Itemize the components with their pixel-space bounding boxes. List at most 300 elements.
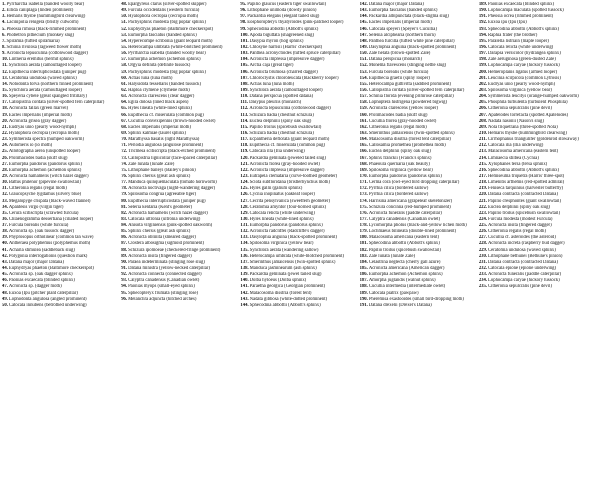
entry-number: 146. (359, 26, 368, 32)
entry-number: 183. (359, 253, 368, 259)
entry-number: 20. (2, 118, 8, 124)
entry-number: 177. (359, 216, 368, 222)
entry-number: 135. (240, 247, 249, 253)
entry-number: 64. (121, 100, 128, 106)
entry-number: 179. (359, 229, 368, 235)
entry-number: 84. (121, 223, 128, 229)
entry-number: 81. (121, 204, 128, 210)
entry-number: 93. (121, 278, 128, 284)
entry-number: 130. (240, 216, 249, 222)
entry-species-name: Sphecodina abbottii (Abbott's sphinx) (488, 167, 560, 173)
entry-number: 215. (478, 161, 488, 167)
entry-number: 37. (2, 223, 8, 229)
entry-species-name: Halysidota tessellaris (banded tussock) (128, 81, 202, 87)
entry-species-name: Ceratomia undulosa (waved sphinx) (488, 247, 556, 253)
entry-number: 169. (359, 167, 368, 173)
entry-number: 151. (359, 57, 368, 63)
entry-number: 198. (478, 57, 488, 63)
entry-species-name: Euphydryas phaeton (Baltimore checkerspot) (128, 26, 214, 32)
entry-number: 47. (2, 284, 8, 290)
entry-species-name: Cucullia florea (gray-hooded owlet) (368, 118, 437, 124)
entry-species-name: Sphecopteryx frumata (stinging rose) (128, 290, 198, 296)
entry-number: 113. (240, 112, 249, 118)
entry-number: 49. (121, 8, 128, 14)
entry-species-name: Eupithecia cf. miserulata (common pug) (249, 143, 325, 149)
entry-number: 30. (2, 180, 8, 186)
entry-number: 197. (478, 51, 488, 57)
entry-number: 175. (359, 204, 368, 210)
entry-number: 14. (2, 81, 8, 87)
entry-species-name: Lophocampa caryae (hickory tussock) (488, 278, 560, 284)
entry-species-name: Eumorpha fasciatus (banded sphinx) (128, 32, 197, 38)
entry-number: 100. (240, 32, 249, 38)
entry-number: 76. (121, 173, 128, 179)
entry-species-name: Eupithecia interrupticostata (juniper pug) (128, 198, 206, 204)
entry-number: 2. (2, 8, 6, 14)
entry-number: 214. (478, 155, 488, 161)
entry-species-name: Pheosia rimosa (black-rimmed prominent) (6, 26, 87, 32)
entry-number: 165. (359, 143, 368, 149)
entry-species-name: Periodia angulosa (angulose prominent) (128, 143, 203, 149)
entry-number: 228. (478, 241, 488, 247)
entry-species-name: Acronicta sp. (dagger moth) (8, 284, 62, 290)
entry-number: 62. (121, 87, 128, 93)
entry-species-name: Glaucopsyche lygdamus (silvery blue) (8, 192, 82, 198)
entry-species-name: Schizura concinna (red-humped prominent) (368, 204, 451, 210)
entry-number: 35. (2, 210, 8, 216)
entry-number: 167. (359, 155, 368, 161)
entry-species-name: Eumorpha achemon (Achemon sphinx) (368, 272, 443, 278)
entry-number: 70. (121, 137, 128, 143)
entry-species-name: Eupithecia graefii (spiny looper) (368, 75, 430, 81)
entry-number: 111. (240, 100, 249, 106)
entry-species-name: Synchlora aerata (camouflaged looper) (8, 87, 82, 93)
entry-species-name: Hyalophora cecropia (cecropia moth) (8, 130, 80, 136)
entry-species-name: Notodonta torva (northern finned prominent) (8, 81, 94, 87)
entry-species-name: Paonias excaecata (blinded sphinx) (8, 278, 75, 284)
entry-number: 136. (240, 253, 249, 259)
entry-species-name: Manduca jasminearum (ash sphinx) (249, 266, 317, 272)
entry-number: 44. (2, 266, 8, 272)
entry-number: 122. (240, 167, 249, 173)
index-entry (240, 303, 356, 309)
entry-number: 96. (121, 296, 128, 302)
entry-species-name: Sphecodina abbottii (Abbott's sphinx) (247, 26, 319, 32)
entry-number: 6. (2, 32, 6, 38)
entry-species-name: Nadata nasonii (Nason's slug) (488, 118, 544, 124)
entry-species-name: Zale helata (brown-spotted Zale) (368, 51, 431, 57)
entry-species-name: Hyles lineata (white-lined sphinx) (249, 216, 314, 222)
entry-number: 46. (2, 278, 8, 284)
entry-number: 58. (121, 63, 128, 69)
entry-number: 174. (359, 198, 368, 204)
entry-species-name: Sphinx chersis (great ash sphinx) (128, 173, 191, 179)
entry-number: 48. (2, 290, 8, 296)
entry-number: 90. (121, 259, 128, 265)
entry-species-name: Packardia albipunctata (black-stigma slug) (368, 14, 449, 20)
entry-species-name: Pyrrharctia isabella (banded woolly bear) (6, 2, 85, 7)
entry-number: 206. (478, 106, 488, 112)
entry-number: 102. (240, 44, 249, 50)
entry-species-name: Lithophane baileyi (Bailey's pinion) (128, 167, 196, 173)
entry-number: 80. (121, 198, 128, 204)
entry-species-name: Euclea delphinii (spiny oak slug) (368, 149, 431, 155)
entry-number: 231. (478, 259, 488, 265)
entry-species-name: Packardia geminata (jeweled tailed slug) (249, 155, 326, 161)
entry-species-name: Acronicta sp. (oak dagger sphinx) (8, 272, 73, 278)
entry-number: 11. (2, 63, 8, 69)
entry-species-name: Hyles gallii (galium sphinx) (249, 186, 303, 192)
entry-number: 186. (359, 272, 368, 278)
entry-species-name: Heterocampa umbrata (white-blotched prominent) (128, 44, 223, 50)
entry-species-name: Acharia stimulea (saddleback slug) (8, 247, 75, 253)
entry-species-name: Antheraea polyphemus (polyphemus moth) (8, 241, 91, 247)
entry-species-name: Dolba hyloeus (Dolba sphinx) (249, 278, 307, 284)
entry-species-name: Smerinthus jamaicensis (twin-spotted sphinx) (249, 259, 336, 265)
entry-number: 232. (478, 266, 488, 272)
entry-number: 87. (121, 241, 128, 247)
entry-species-name: Phyprosopus ortholinear (common tan wave) (8, 235, 94, 241)
entry-species-name: Automeris io (io moth) (8, 143, 53, 149)
entry-species-name: Eumorpha fasciatus (banded sphinx) (368, 8, 438, 14)
entry-number: 181. (359, 241, 368, 247)
entry-species-name: Papilio glaucus (eastern tiger swallowtail) (247, 2, 327, 7)
entry-number: 118. (240, 143, 249, 149)
entry-number: 126. (240, 192, 249, 198)
entry-species-name: Acronicta increta (raspberry bud dagger) (488, 241, 565, 247)
entry-species-name: Acronicta clarescens (yellow looper) (368, 106, 438, 112)
entry-species-name: Callopistria cordata (silver-spotted fern caterpillar) (368, 87, 465, 93)
entry-species-name: Lycomorpha pholus (black-and-yellow lichen moth) (368, 223, 467, 229)
entry-number: 16. (2, 94, 8, 100)
entry-number: 224. (478, 216, 488, 222)
entry-number: 140. (240, 278, 249, 284)
entry-number: 17. (2, 100, 8, 106)
entry-species-name: Callopistria lignicollar (face-spaced caterpillar) (128, 155, 217, 161)
entry-number: 74. (121, 161, 128, 167)
entry-number: 168. (359, 161, 368, 167)
entry-number: 96. (240, 8, 247, 14)
entry-number: 127. (240, 198, 249, 204)
entry-number: 79. (121, 192, 128, 198)
entry-number: 147. (359, 32, 368, 38)
entry-number: 56. (121, 51, 128, 57)
entry-number: 202. (478, 81, 488, 87)
entry-species-name: Papilio troilus (spicebush swallowtail) (249, 124, 322, 130)
entry-number: 95. (240, 2, 247, 7)
entry-species-name: Euphydryas phaeton (Baltimore checkerspot) (8, 266, 94, 272)
entry-species-name: Dasypus pleuriis (monarch) (249, 100, 302, 106)
entry-species-name: Panthea furcilla (tufted white pine caterpillar) (368, 38, 455, 44)
entry-species-name: Euclea delphinii (spiny oak slug) (488, 204, 550, 210)
entry-species-name: Selenia alciphearia (northern thorn) (368, 32, 436, 38)
entry-number: 75. (121, 167, 128, 173)
entry-species-name: Celastrina neglecta (cherry gall azure) (368, 259, 441, 265)
index-entry (360, 303, 476, 309)
entry-number: 189. (478, 2, 488, 7)
entry-number: 166. (359, 149, 368, 155)
entry-species-name: Furcula borealis (white furcula) (368, 69, 429, 75)
entry-species-name: Acronicta noctivaga (night-wandering dagger) (128, 186, 216, 192)
entry-species-name: Schizura ipomoeae (checkered-fringe prominent) (128, 247, 221, 253)
entry-species-name: Pachysphinx modesta (big poplar sphinx) (128, 20, 206, 26)
entry-species-name: Leucinia scirpicola (common Lytrosis) (488, 75, 561, 81)
entry-number: 107. (240, 75, 249, 81)
entry-species-name: Heterocampa guttivitta (saddled prominent) (368, 81, 451, 87)
entry-species-name: Cecrita pensylvanica (sweetfern geometer) (249, 198, 330, 204)
entry-number: 201. (478, 75, 488, 81)
entry-species-name: Chlosyne harrisii (Harris' checkerspot) (249, 44, 323, 50)
entry-number: 233. (478, 272, 488, 278)
entry-number: 205. (478, 100, 488, 106)
entry-number: 73. (121, 155, 128, 161)
entry-number: 77. (121, 180, 128, 186)
entry-species-name: Nadata gibbosa (white-dotted prominent) (249, 296, 328, 302)
entry-species-name: Hemiseuma triquetra (Harris' three-spot) (488, 173, 565, 179)
entry-number: 3. (2, 14, 6, 20)
entry-number: 53. (121, 32, 128, 38)
entry-number: 149. (359, 44, 368, 50)
entry-number: 24. (2, 143, 8, 149)
entry-species-name: Acronicta impressa (impressive dagger) (249, 57, 325, 63)
entry-species-name: Datana ministra (yellow-necked caterpillar) (128, 266, 210, 272)
entry-species-name: Schizura badia (chestnut schizura) (249, 112, 314, 118)
entry-number: 82. (121, 210, 128, 216)
entry-species-name: Eacles imperialis (imperial moth) (368, 20, 432, 26)
entry-species-name: Acronicta insita (fingered dagger) (488, 223, 552, 229)
entry-number: 83. (121, 216, 128, 222)
entry-number: 220. (478, 192, 488, 198)
entry-species-name: Euxoa (Ipu (pitcher plant caterpillar) (8, 290, 78, 296)
entry-species-name: Manduca quinquemaculata (tomato hornworm) (128, 180, 217, 186)
entry-species-name: Acronicta lepusculina (cottonwood dagger) (249, 106, 331, 112)
entry-species-name: Eacles imperialis (imperial moth) (128, 124, 191, 130)
entry-number: 71. (121, 143, 128, 149)
entry-species-name: Darapsa versicolor (hydrangea sphinx) (488, 51, 561, 57)
entry-number: 212. (478, 143, 488, 149)
entry-species-name: Packardia elegans (elegant tailed slug) (247, 14, 320, 20)
entry-species-name: Spilosoma virginica (yellow bear) (368, 167, 433, 173)
entry-species-name: Clostera albosigma (sigmoid prominent) (128, 241, 204, 247)
entry-number: 121. (240, 161, 249, 167)
entry-species-name: Calyptra canadensis (Canadian owlet) (368, 216, 441, 222)
entry-species-name: Spilosoma congrua (agreeable tiger) (128, 192, 197, 198)
entry-species-name: Heterocampa umbrata (white-blotched prominent) (249, 253, 344, 259)
entry-species-name: Lithophane bethunei (Bethune's pinion) (488, 253, 563, 259)
entry-species-name: Eumorpha achemon (achemon sphinx) (128, 57, 201, 63)
entry-species-name: Acronicta hamamelis (witch hazel dagger) (8, 173, 89, 179)
entry-species-name: Harrisina americana (grapeleaf skeletonizer) (368, 198, 453, 204)
entry-species-name: Callopistria cordata (silver-spotted fern caterpillar) (8, 100, 105, 106)
entry-species-name: Symmerista spectra (humped oakworm) (8, 137, 84, 143)
entry-species-name: Zale lunata (lunate Zale) (368, 253, 416, 259)
entry-number: 172. (359, 186, 368, 192)
entry-number: 18. (2, 106, 8, 112)
entry-number: 54. (121, 38, 128, 44)
entry-species-name: Catocala epione (epione underwing) (488, 266, 557, 272)
entry-number: 226. (478, 229, 488, 235)
entry-species-name: Limnaecia stilbea (Cycnia) (488, 155, 539, 161)
entry-number: 106. (240, 69, 249, 75)
entry-species-name: Acronicta funeralis (paddle caterpillar) (488, 272, 562, 278)
entry-number: 225. (478, 223, 488, 229)
entry-number: 31. (2, 186, 8, 192)
entry-number: 150. (359, 51, 368, 57)
entry-species-name: Datana perspicua (spotted datana) (249, 94, 314, 100)
entry-species-name: Lophocampa caryae (hickory tussock) (488, 63, 560, 69)
entry-species-name: Sphinx franckii (Franck's sphinx) (368, 155, 432, 161)
entry-species-name: Amorpha juglandis (walnut sphinx) (368, 278, 436, 284)
entry-number: 50. (2, 302, 8, 308)
entry-number: 143. (240, 296, 249, 302)
entry-number: 222. (478, 204, 488, 210)
entry-species-name: Actias luna (luna moth) (249, 81, 294, 87)
entry-species-name: Hemaris thysbe (hummingbird clearwing) (488, 130, 567, 136)
entry-number: 196. (478, 44, 488, 50)
entry-species-name: Lophocampa maculata (spotted tussock) (488, 8, 564, 14)
entry-number: 43. (2, 259, 8, 265)
entry-species-name: Acronicta grisea (gray dagger) (8, 118, 67, 124)
entry-number: 148. (359, 38, 368, 44)
entry-species-name: Sphecodina abbottii (Abbott's sphinx) (249, 302, 321, 308)
entry-number: 219. (478, 186, 488, 192)
entry-species-name: Furcula borealis (white furcula) (8, 223, 69, 229)
entry-number: 138. (240, 266, 249, 272)
entry-number: 115. (240, 124, 249, 130)
entry-species-name: Lophoptera histrigena (powdered bigwig) (368, 100, 448, 106)
entry-number: 191. (359, 302, 368, 308)
entry-number: 159. (359, 106, 368, 112)
entry-number: 92. (121, 272, 128, 278)
entry-species-name: Apoda biguttata (shagreened slug) (249, 32, 315, 38)
entry-number: 185. (359, 266, 368, 272)
entry-species-name: Catocala relicta (white underwing) (488, 44, 554, 50)
entry-species-name: Citheronia regalis (regal moth) (8, 186, 67, 192)
entry-species-name: Catocala relicta (white underwing) (249, 210, 315, 216)
entry-number: 180. (359, 235, 368, 241)
entry-number: 144. (359, 14, 368, 20)
entry-species-name: Acronicta impressa (impressive dagger) (249, 167, 325, 173)
entry-number: 160. (359, 112, 368, 118)
entry-species-name: Dasylophia anguina (black-spotted prominent) (249, 235, 337, 241)
entry-number: 29. (2, 173, 8, 179)
entry-number: 13. (2, 75, 8, 81)
entry-species-name: Nola triquetrana (three-spotted Nola) (488, 124, 558, 130)
entry-species-name: Euclea delphinii (spiny oak slug) (249, 118, 312, 124)
index-column-1 (2, 2, 121, 478)
entry-species-name: Cerma cora (owl-eyed bird dropping caterpillar) (368, 180, 460, 186)
entry-species-name: Cucullia intermedia (intermediate owlet) (368, 284, 446, 290)
entry-number: 161. (359, 118, 368, 124)
entry-species-name: Limenitis arthemis (red-spotted admiral) (488, 180, 565, 186)
entry-number: 61. (121, 81, 128, 87)
entry-number: 173. (359, 192, 368, 198)
entry-number: 49. (2, 296, 8, 302)
entry-species-name: Marathyssa basalis (light Marathyssa) (128, 137, 200, 143)
index-entry (121, 297, 237, 303)
entry-species-name: Phobetron pithecium (monkey slug) (6, 32, 75, 38)
index-column-3 (240, 2, 359, 478)
entry-species-name: Megalopyge crispata (black-waved flannel) (8, 198, 91, 204)
entry-number: 162. (359, 124, 368, 130)
entry-number: 187. (359, 278, 368, 284)
entry-species-name: Hyperecompe scribonia (giant leopard moth) (128, 38, 213, 44)
entry-species-name: Spilosoma virginica (yellow bear) (249, 241, 314, 247)
entry-number: 40. (2, 241, 8, 247)
entry-number: 190. (478, 8, 488, 14)
entry-number: 124. (240, 180, 249, 186)
entry-number: 142. (359, 2, 368, 7)
entry-species-name: Hyles lineata (white-lined sphinx) (128, 106, 192, 112)
entry-species-name: Hemeroplanis ligatus (armed looper) (488, 69, 558, 75)
entry-number: 144. (240, 302, 249, 308)
entry-number: 189. (359, 290, 368, 296)
entry-number: 32. (2, 192, 8, 198)
entry-species-name: Arctia caja (great tiger) (249, 63, 294, 69)
entry-number: 216. (478, 167, 488, 173)
entry-species-name: Lophodonta angulosa (angled prominent) (8, 296, 87, 302)
entry-species-name: Spilosoma virginica (yellow bear) (488, 87, 552, 93)
entry-number: 98. (240, 20, 247, 26)
entry-species-name: Acronicta connecta (connected dagger) (128, 272, 202, 278)
entry-species-name: Citheronia sepulcralis (pine devil) (488, 106, 552, 112)
entry-species-name: Prolimacodes badia (skiff slug) (368, 112, 428, 118)
entry-species-name: Symmerista leucitys (orange-humped oakworm) (488, 94, 579, 100)
entry-species-name: Sphecodina abbottii (Abbott's sphinx) (488, 26, 560, 32)
entry-species-name: Eumorpha pandorus (pandorus sphinx) (8, 161, 82, 167)
entry-number: 227. (478, 235, 488, 241)
entry-number: 69. (121, 130, 128, 136)
entry-number: 5. (2, 26, 6, 32)
entry-number: 157. (359, 94, 368, 100)
entry-number: 36. (2, 216, 8, 222)
entry-number: 7. (2, 38, 6, 44)
entry-number: 85. (121, 229, 128, 235)
entry-species-name: Eumorpha achemon (achemon sphinx) (8, 167, 82, 173)
entry-species-name: Citheronia regalis (regal moth) (368, 124, 427, 130)
entry-species-name: Papilio troilus (spicebush swallowtail) (488, 210, 561, 216)
entry-number: 170. (359, 173, 368, 179)
entry-species-name: Zale aeruginosa (green-dusted Zale) (488, 57, 556, 63)
entry-species-name: Acronicta clarescens (clear dagger) (128, 94, 195, 100)
entry-number: 209. (478, 124, 488, 130)
entry-species-name: Schinia rivulosa (ragweed flower moth) (6, 44, 82, 50)
entry-species-name: Cerura scitiscripta (scrawled furcula) (8, 210, 79, 216)
index-column-5 (479, 2, 598, 478)
entry-species-name: Lithophane unimoda (dowdy pinion) (247, 8, 317, 14)
entry-number: 119. (240, 149, 249, 155)
entry-species-name: Polygonia interrogationis (question mark) (8, 253, 88, 259)
entry-number: 110. (240, 94, 249, 100)
entry-number: 145. (359, 20, 368, 26)
entry-number: 178. (359, 223, 368, 229)
entry-number: 128. (240, 204, 249, 210)
entry-number: 210. (478, 130, 488, 136)
entry-species-name: Paonias myops (small-eyed sphinx) (128, 284, 195, 290)
entry-species-name: Catocala illa (Ilia underwing) (249, 149, 305, 155)
entry-number: 141. (240, 284, 249, 290)
entry-number: 131. (240, 223, 249, 229)
entry-species-name: Chloroclystis chloroleucata (blackberry looper) (249, 75, 339, 81)
entry-species-name: Acronicta americana (American dagger) (368, 266, 445, 272)
entry-species-name: Packardia geminata (jewel tailed slug) (249, 272, 322, 278)
entry-species-name: Phaeoura quernaria (oak beauty) (368, 161, 430, 167)
entry-species-name: Speyeria cybele (great spangled fritillary) (8, 94, 87, 100)
entry-species-name: Paraea indeterminata (stinging rose slug) (128, 259, 205, 265)
entry-number: 112. (240, 106, 249, 112)
entry-species-name: Acronicta hamamelis (witch hazel dagger) (128, 210, 208, 216)
entry-number: 213. (478, 149, 488, 155)
